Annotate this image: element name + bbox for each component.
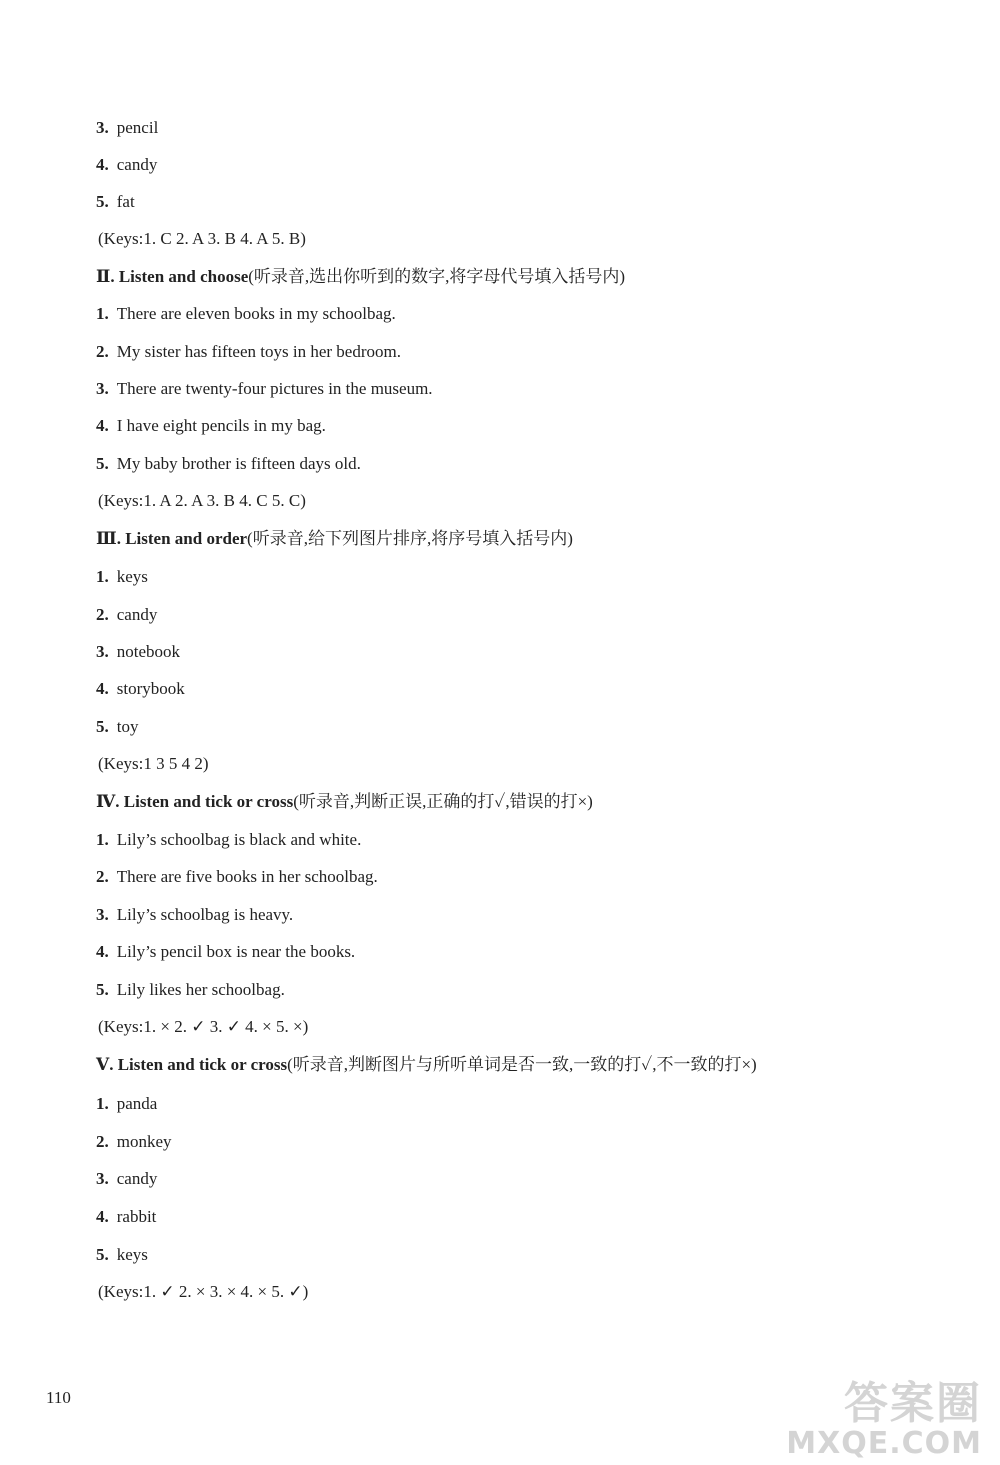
list-item: 1. panda [96,1094,158,1113]
section-heading: Ⅲ. Listen and order(听录音,给下列图片排序,将序号填入括号内) [96,529,573,548]
list-item: 4. candy [96,155,158,174]
list-item: 1. keys [96,567,148,586]
list-item: 4. Lily’s pencil box is near the books. [96,942,356,961]
answer-keys: (Keys:1. ✓ 2. × 3. × 4. × 5. ✓) [98,1282,309,1301]
list-item: 5. toy [96,717,139,736]
list-item: 3. There are twenty-four pictures in the museum. [96,379,433,398]
answer-keys: (Keys:1. × 2. ✓ 3. ✓ 4. × 5. ×) [98,1017,309,1036]
list-item: 4. I have eight pencils in my bag. [96,416,326,435]
section-heading: Ⅱ. Listen and choose(听录音,选出你听到的数字,将字母代号填入括号内) [96,267,626,286]
list-item: 3. candy [96,1169,158,1188]
section-heading: Ⅴ. Listen and tick or cross(听录音,判断图片与所听单词是否一致,一致的打✓,不一致的打×) [96,1055,757,1074]
list-item: 5. Lily likes her schoolbag. [96,980,285,999]
list-item: 5. keys [96,1245,148,1264]
list-item: 1. Lily’s schoolbag is black and white. [96,830,362,849]
answer-keys: (Keys:1. C 2. A 3. B 4. A 5. B) [98,229,306,248]
list-item: 1. There are eleven books in my schoolbag. [96,304,396,323]
list-item: 4. storybook [96,679,185,698]
list-item: 2. candy [96,605,158,624]
list-item: 2. My sister has fifteen toys in her bedroom. [96,342,401,361]
section-heading: Ⅳ. Listen and tick or cross(听录音,判断正误,正确的打✓,错误的打×) [96,792,593,811]
list-item: 2. monkey [96,1132,172,1151]
page-number: 110 [46,1388,71,1407]
list-item: 2. There are five books in her schoolbag. [96,867,378,886]
list-item: 5. fat [96,192,135,211]
answer-keys: (Keys:1. A 2. A 3. B 4. C 5. C) [98,491,306,510]
list-item: 3. Lily’s schoolbag is heavy. [96,905,294,924]
list-item: 5. My baby brother is fifteen days old. [96,454,361,473]
watermark-logo [712,1380,982,1460]
list-item: 4. rabbit [96,1207,157,1226]
answer-keys: (Keys:1 3 5 4 2) [98,754,209,773]
list-item: 3. pencil [96,118,159,137]
list-item: 3. notebook [96,642,181,661]
watermark-title: 答案圈 [844,1378,982,1429]
watermark-url: MXQE.COM [786,1426,982,1461]
